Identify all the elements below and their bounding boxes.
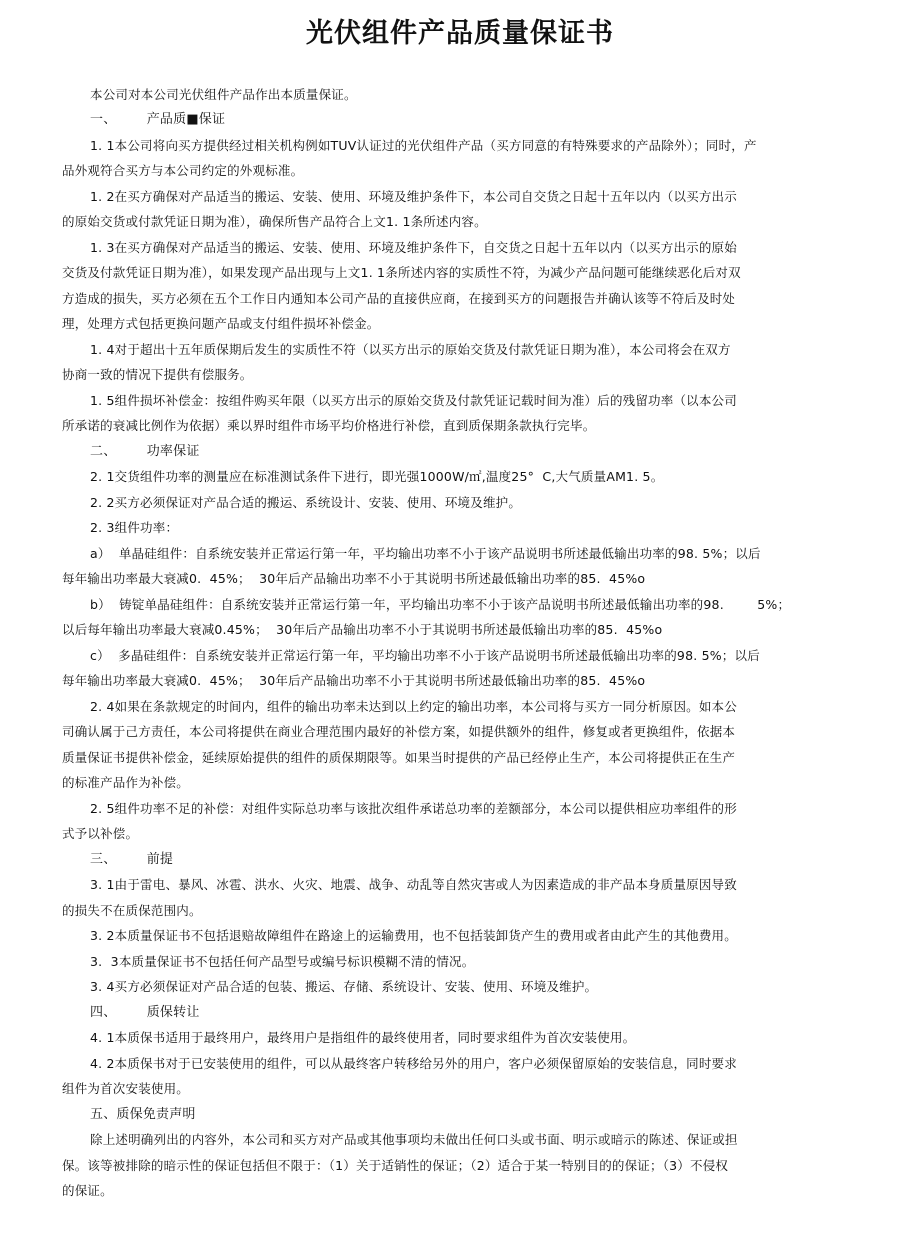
paragraph-line: 除上述明确列出的内容外，本公司和买方对产品或其他事项均未做出任何口头或书面、明示或暗示的陈述、保证或担: [90, 1132, 738, 1147]
document-title: 光伏组件产品质量保证书: [306, 18, 614, 49]
paragraph-line: 3. 4买方必须保证对产品合适的包装、搬运、存储、系统设计、安装、使用、环境及维护。: [90, 979, 598, 994]
section-5-heading: 五、质保免责声明: [90, 1107, 196, 1122]
paragraph-line: 2. 3组件功率：: [90, 520, 179, 535]
paragraph-line: 的标准产品作为补偿。: [62, 775, 190, 790]
paragraph-line: 的保证。: [62, 1183, 113, 1198]
paragraph-line: 每年输出功率最大衰减0. 45%； 30年后产品输出功率不小于其说明书所述最低输出功率的85. 45%o: [62, 571, 646, 586]
paragraph-line: 组件为首次安装使用。: [62, 1081, 190, 1096]
paragraph-line: b） 铸锭单晶硅组件：自系统安装并正常运行第一年，平均输出功率不小于该产品说明书所述最低输出功率的98. 5%；: [90, 597, 791, 612]
paragraph-line: 协商一致的情况下提供有偿服务。: [62, 367, 253, 382]
paragraph-line: a） 单晶硅组件：自系统安装并正常运行第一年，平均输出功率不小于该产品说明书所述最低输出功率的98. 5%；以后: [90, 546, 761, 561]
paragraph-line: 式予以补偿。: [62, 826, 139, 841]
paragraph-line: 2. 2买方必须保证对产品合适的搬运、系统设计、安装、使用、环境及维护。: [90, 495, 522, 510]
paragraph-line: 1. 5组件损坏补偿金：按组件购买年限（以买方出示的原始交货及付款凭证记载时间为准）后的残留功率（以本公司: [90, 393, 737, 408]
paragraph-line: 所承诺的衰减比例作为依据）乘以界时组件市场平均价格进行补偿，直到质保期条款执行完毕。: [62, 418, 596, 433]
paragraph-line: 以后每年输出功率最大衰减0.45%； 30年后产品输出功率不小于其说明书所述最低输出功率的85. 45%o: [62, 622, 663, 637]
paragraph-line: 理，处理方式包括更换问题产品或支付组件损坏补偿金。: [62, 316, 380, 331]
paragraph-line: 4. 1本质保书适用于最终用户，最终用户是指组件的最终使用者，同时要求组件为首次安装使用。: [90, 1030, 636, 1045]
paragraph-line: 交货及付款凭证日期为准），如果发现产品出现与上文1. 1条所述内容的实质性不符，为减少产品问题可能继续恶化后对双: [62, 265, 741, 280]
intro-line: 本公司对本公司光伏组件产品作出本质量保证。: [90, 87, 357, 102]
paragraph-line: 的原始交货或付款凭证日期为准），确保所售产品符合上文1. 1条所述内容。: [62, 214, 487, 229]
paragraph-line: 4. 2本质保书对于已安装使用的组件，可以从最终客户转移给另外的用户，客户必须保留原始的安装信息，同时要求: [90, 1056, 737, 1071]
paragraph-line: 3. 1由于雷电、暴风、冰雹、洪水、火灾、地震、战争、动乱等自然灾害或人为因素造成的非产品本身质量原因导致: [90, 877, 737, 892]
paragraph-line: 每年输出功率最大衰减0. 45%； 30年后产品输出功率不小于其说明书所述最低输出功率的85. 45%o: [62, 673, 646, 688]
paragraph-line: 3. 3本质量保证书不包括任何产品型号或编号标识模糊不清的情况。: [90, 954, 475, 969]
paragraph-line: 2. 1交货组件功率的测量应在标准测试条件下进行，即光强1000W/㎡,温度25° C,大气质量AM1. 5。: [90, 469, 664, 484]
paragraph-line: 2. 4如果在条款规定的时间内，组件的输出功率未达到以上约定的输出功率，本公司将与买方一同分析原因。如本公: [90, 699, 737, 714]
paragraph-line: 保。该等被排除的暗示性的保证包括但不限于：（1）关于适销性的保证；（2）适合于某一特别目的的保证；（3）不侵权: [62, 1158, 729, 1173]
section-1-heading: 一、 产品质■保证: [90, 112, 226, 127]
paragraph-line: 质量保证书提供补偿金，延续原始提供的组件的质保期限等。如果当时提供的产品已经停止生产，本公司将提供正在生产: [62, 750, 736, 765]
paragraph-line: 的损失不在质保范围内。: [62, 903, 202, 918]
paragraph-line: 3. 2本质量保证书不包括退赔故障组件在路途上的运输费用，也不包括装卸货产生的费用或者由此产生的其他费用。: [90, 928, 737, 943]
section-4-heading: 四、 质保转让: [90, 1005, 200, 1020]
section-2-heading: 二、 功率保证: [90, 444, 200, 459]
paragraph-line: 司确认属于己方责任，本公司将提供在商业合理范围内最好的补偿方案，如提供额外的组件，修复或者更换组件，依据本: [62, 724, 736, 739]
paragraph-line: 1. 2在买方确保对产品适当的搬运、安装、使用、环境及维护条件下，本公司自交货之日起十五年以内（以买方出示: [90, 189, 737, 204]
paragraph-line: c） 多晶硅组件：自系统安装并正常运行第一年，平均输出功率不小于该产品说明书所述最低输出功率的98. 5%；以后: [90, 648, 760, 663]
paragraph-line: 1. 1本公司将向买方提供经过相关机构例如TUV认证过的光伏组件产品（买方同意的有特殊要求的产品除外）；同时，产: [90, 138, 757, 153]
paragraph-line: 1. 3在买方确保对产品适当的搬运、安装、使用、环境及维护条件下，自交货之日起十五年以内（以买方出示的原始: [90, 240, 737, 255]
paragraph-line: 2. 5组件功率不足的补偿：对组件实际总功率与该批次组件承诺总功率的差额部分，本公司以提供相应功率组件的形: [90, 801, 737, 816]
paragraph-line: 1. 4对于超出十五年质保期后发生的实质性不符（以买方出示的原始交货及付款凭证日期为准），本公司将会在双方: [90, 342, 731, 357]
section-3-heading: 三、 前提: [90, 852, 174, 867]
paragraph-line: 方造成的损失，买方必须在五个工作日内通知本公司产品的直接供应商，在接到买方的问题报告并确认该等不符后及时处: [62, 291, 736, 306]
paragraph-line: 品外观符合买方与本公司约定的外观标准。: [62, 163, 304, 178]
